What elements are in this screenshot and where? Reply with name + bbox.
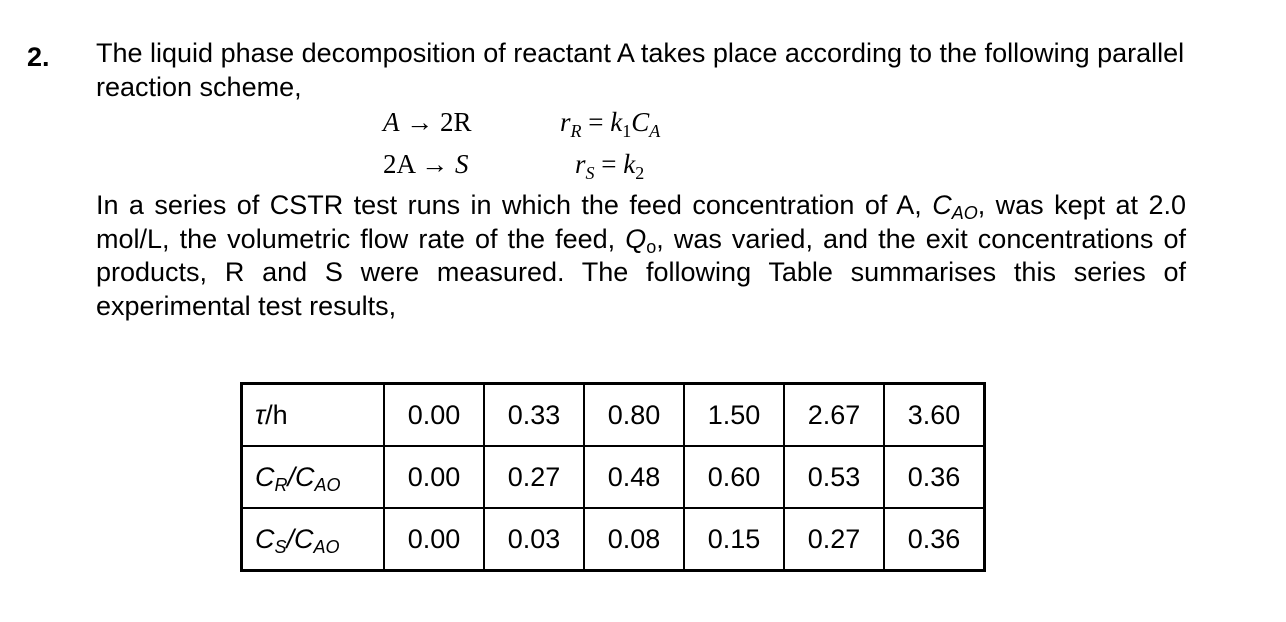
table-cell: 2.67 [784,384,884,447]
table-row [242,508,985,571]
reaction-equation-2: 2A → S [383,149,469,179]
table-cell: 0.27 [784,508,884,571]
table-cell: 0.80 [584,384,684,447]
row-label: τ/h [242,384,385,447]
table-cell: 0.53 [784,446,884,508]
table-cell: 0.00 [384,446,484,508]
table-cell: 0.33 [484,384,584,447]
table-cell: 1.50 [684,384,784,447]
arrow-icon: → [399,107,440,137]
rate-law-1: $r_R = k_1C_A$ [560,107,661,141]
table-row [242,384,985,447]
rate-law-2: $r_S = k_2$ [575,149,645,183]
table-cell: 0.36 [884,508,985,571]
table-cell: 0.00 [384,508,484,571]
table-cell: 0.00 [384,384,484,447]
table-row [242,446,985,508]
intro-text: The liquid phase decomposition of reactant A takes place according to the following parallel reaction scheme, [96,38,1185,102]
question-number: 2. [27,42,50,72]
body-text: In a series of CSTR test runs in which the feed concentration of A, CAO, was kept at 2.0 mol/L, the volumetric flow rate of the feed, Qo, was varied, and the exit concentrations of products, R and S were measured. The following Table summarises this series of experimental test results, [96,190,1187,321]
table-cell: 0.27 [484,446,584,508]
reaction-equation-1: A → 2R [383,107,472,137]
table-cell: 3.60 [884,384,985,447]
table-cell: 0.08 [584,508,684,571]
results-table [240,382,986,572]
table-cell: 0.48 [584,446,684,508]
row-label: CS/CAO [242,508,385,571]
table-cell: 0.15 [684,508,784,571]
table-cell: 0.60 [684,446,784,508]
row-label: CR/CAO [242,446,385,508]
arrow-icon: → [414,149,456,179]
table-cell: 0.36 [884,446,985,508]
table-cell: 0.03 [484,508,584,571]
